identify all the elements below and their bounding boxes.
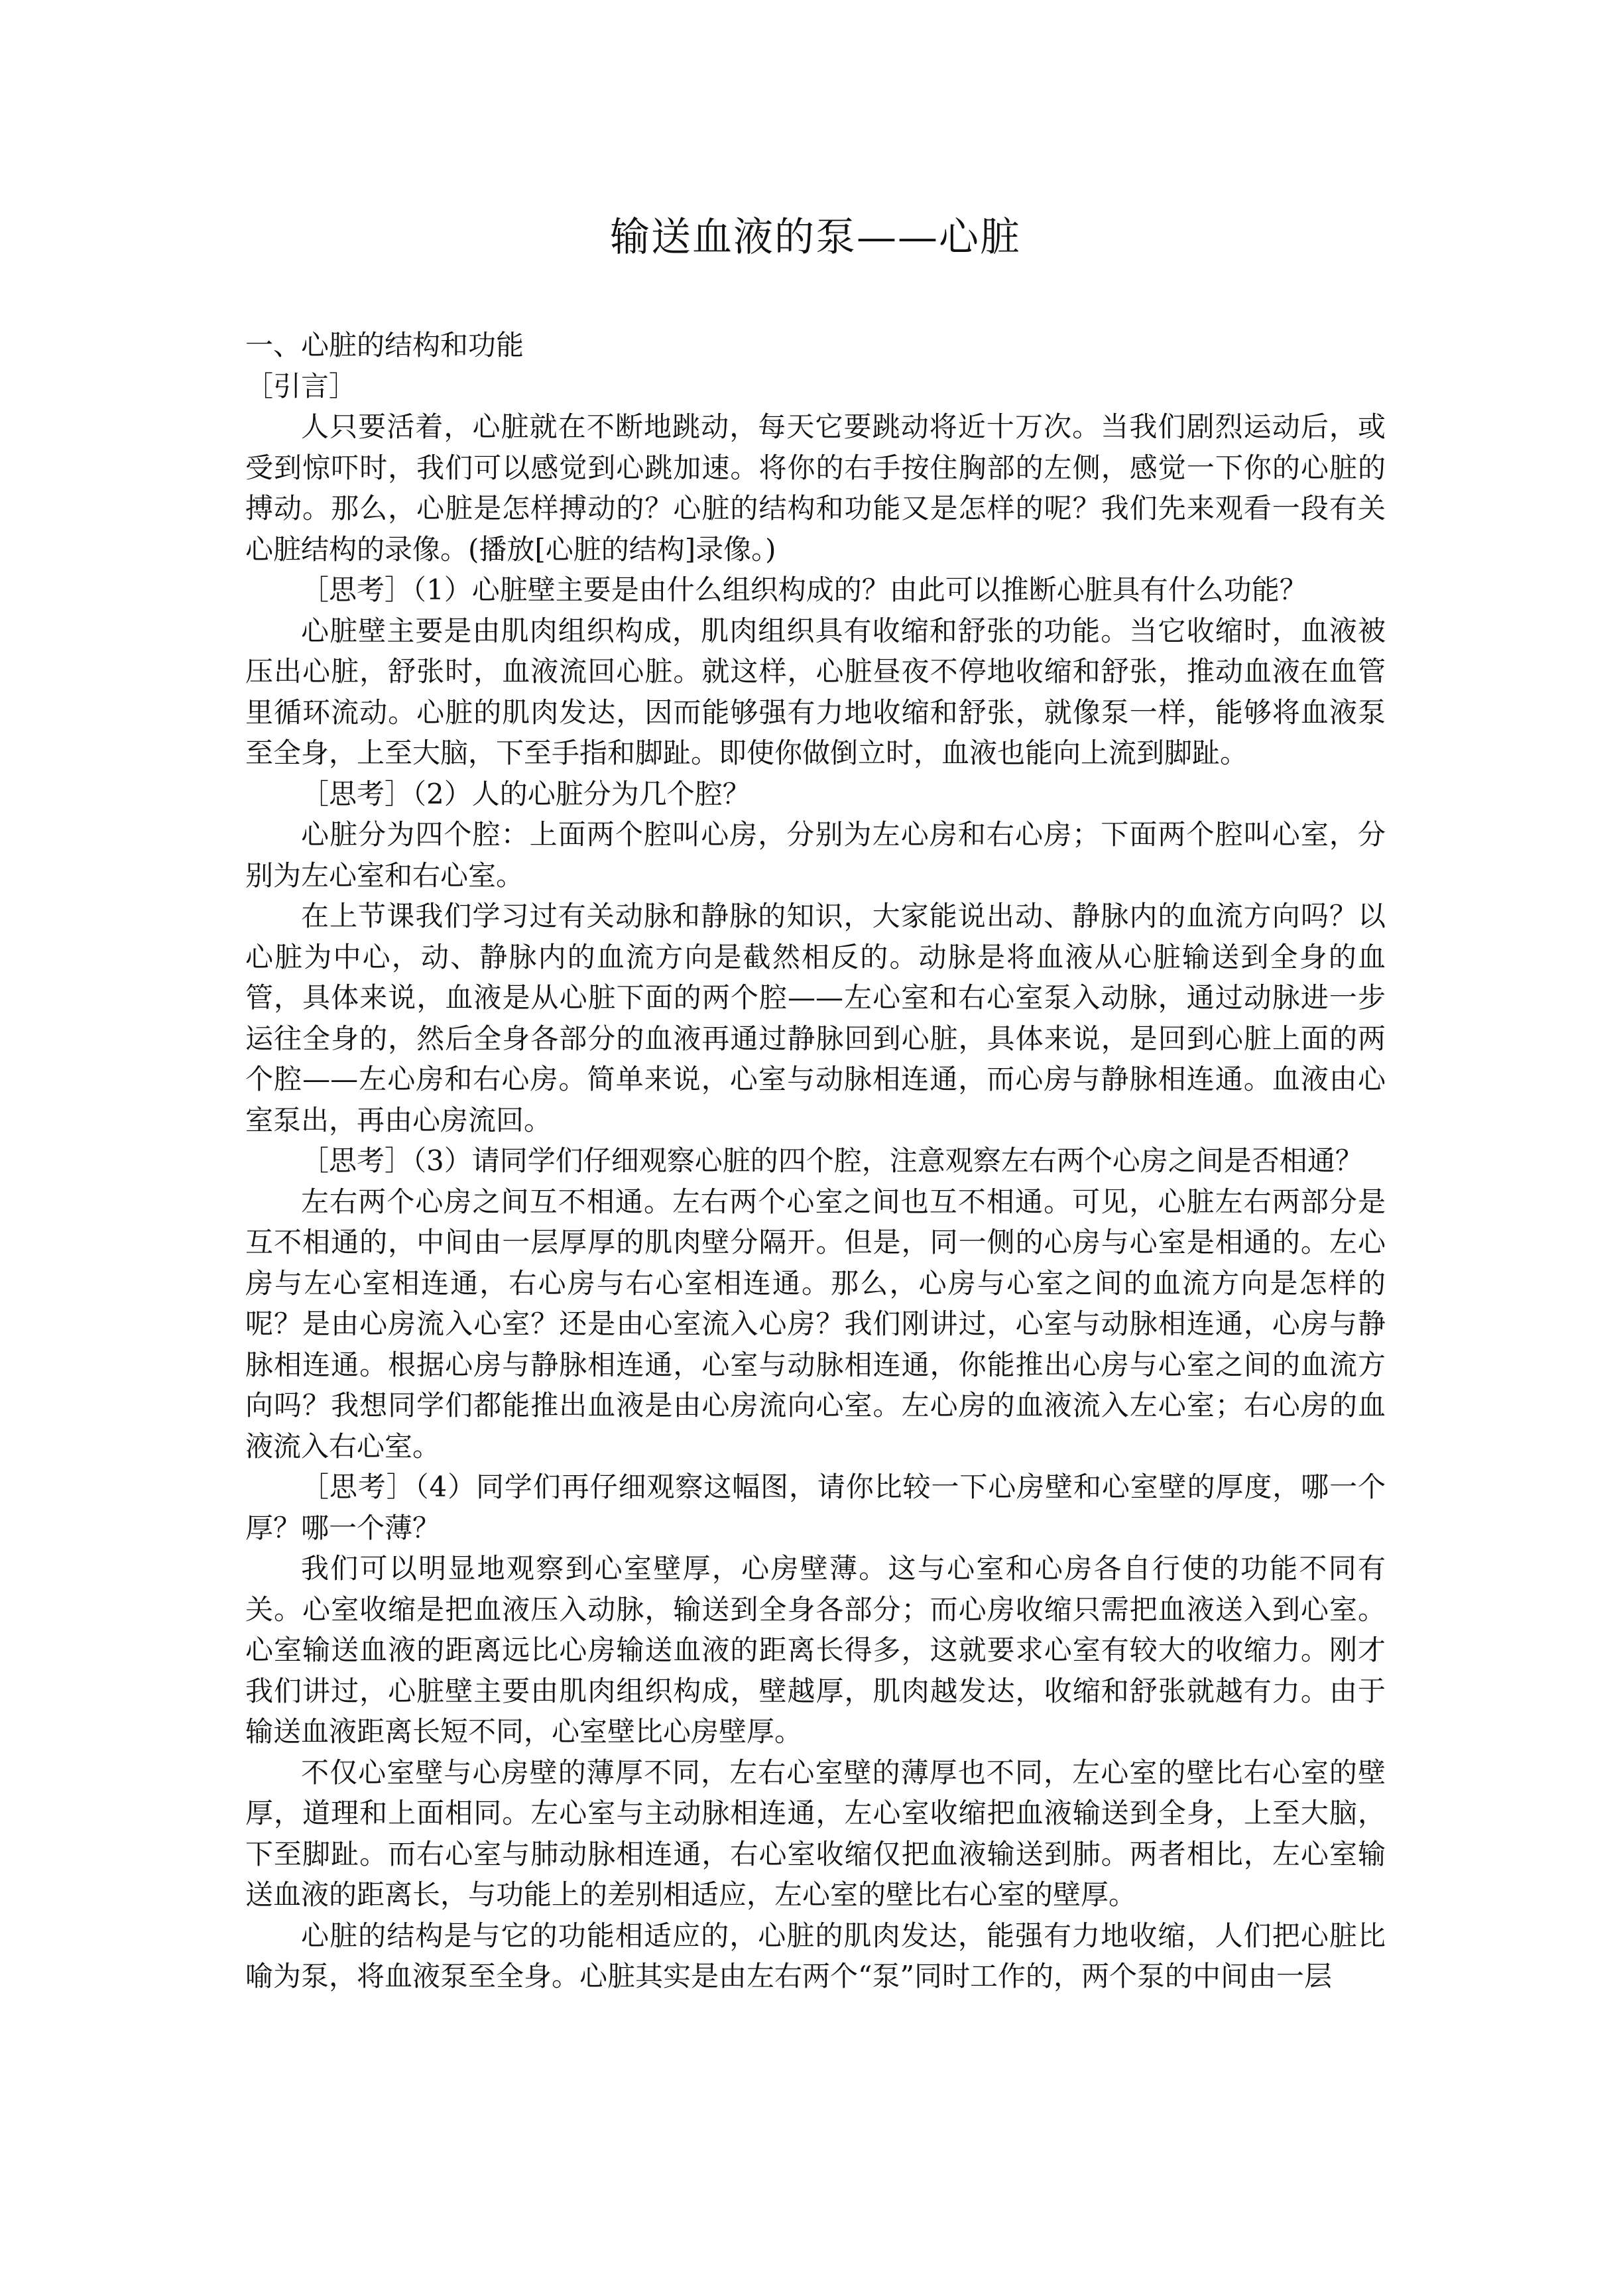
document-body <box>245 325 1386 1997</box>
paragraph-blood-flow: 在上节课我们学习过有关动脉和静脉的知识，大家能说出动、静脉内的血流方向吗？以心脏为中心，动、静脉内的血流方向是截然相反的。动脉是将血液从心脏输送到全身的血管，具体来说，血液是从心脏下面的两个腔——左心室和右心室泵入动脉，通过动脉进一步运往全身的，然后全身各部分的血液再通过静脉回到心脏，具体来说，是回到心脏上面的两个腔——左心房和右心房。简单来说，心室与动脉相连通，而心房与静脉相连通。血液由心室泵出，再由心房流回。 <box>245 900 1386 1136</box>
question-1: ［思考］（1）心脏壁主要是由什么组织构成的？由此可以推断心脏具有什么功能？ <box>301 574 1307 606</box>
paragraph-wall-thickness: 我们可以明显地观察到心室壁厚，心房壁薄。这与心室和心房各自行使的功能不同有关。心室收缩是把血液压入动脉，输送到全身各部分；而心房收缩只需把血液送入到心室。心室输送血液的距离远比心房输送血液的距离长得多，这就要求心室有较大的收缩力。刚才我们讲过，心脏壁主要由肌肉组织构成，壁越厚，肌肉越发达，收缩和舒张就越有力。由于输送血液距离长短不同，心室壁比心房壁厚。 <box>245 1552 1386 1748</box>
question-2: ［思考］（2）人的心脏分为几个腔？ <box>301 777 751 810</box>
intro-label: ［引言］ <box>245 369 357 402</box>
section-heading: 一、心脏的结构和功能 <box>245 329 524 361</box>
question-3: ［思考］（3）请同学们仔细观察心脏的四个腔，注意观察左右两个心房之间是否相通？ <box>301 1144 1363 1177</box>
paragraph-heart-wall: 心脏壁主要是由肌肉组织构成，肌肉组织具有收缩和舒张的功能。当它收缩时，血液被压出心脏，舒张时，血液流回心脏。就这样，心脏昼夜不停地收缩和舒张，推动血液在血管里循环流动。心脏的肌肉发达，因而能够强有力地收缩和舒张，就像泵一样，能够将血液泵至全身，上至大脑，下至手指和脚趾。即使你做倒立时，血液也能向上流到脚趾。 <box>245 614 1386 769</box>
paragraph-chamber-connection: 左右两个心房之间互不相通。左右两个心室之间也互不相通。可见，心脏左右两部分是互不相通的，中间由一层厚厚的肌肉壁分隔开。但是，同一侧的心房与心室是相通的。左心房与左心室相连通，右心房与右心室相连通。那么，心房与心室之间的血流方向是怎样的呢？是由心房流入心室？还是由心室流入心房？我们刚讲过，心室与动脉相连通，心房与静脉相连通。根据心房与静脉相连通，心室与动脉相连通，你能推出心房与心室之间的血流方向吗？我想同学们都能推出血液是由心房流向心室。左心房的血液流入左心室；右心房的血液流入右心室。 <box>245 1185 1386 1463</box>
paragraph-ventricle-comparison: 不仅心室壁与心房壁的薄厚不同，左右心室壁的薄厚也不同，左心室的壁比右心室的壁厚，道理和上面相同。左心室与主动脉相连通，左心室收缩把血液输送到全身，上至大脑，下至脚趾。而右心室与肺动脉相连通，右心室收缩仅把血液输送到肺。两者相比，左心室输送血液的距离长，与功能上的差别相适应，左心室的壁比右心室的壁厚。 <box>245 1756 1386 1911</box>
paragraph-four-chambers: 心脏分为四个腔：上面两个腔叫心房，分别为左心房和右心房；下面两个腔叫心室，分别为左心室和右心室。 <box>245 818 1386 892</box>
page-title: 输送血液的泵——心脏 <box>610 214 1021 261</box>
question-4: ［思考］（4）同学们再仔细观察这幅图，请你比较一下心房壁和心室壁的厚度，哪一个厚？哪一个薄？ <box>245 1471 1386 1544</box>
paragraph-pump-summary: 心脏的结构是与它的功能相适应的，心脏的肌肉发达，能强有力地收缩，人们把心脏比喻为泵，将血液泵至全身。心脏其实是由左右两个“泵”同时工作的，两个泵的中间由一层 <box>245 1919 1386 1992</box>
paragraph-intro: 人只要活着，心脏就在不断地跳动，每天它要跳动将近十万次。当我们剧烈运动后，或受到惊吓时，我们可以感觉到心跳加速。将你的右手按住胸部的左侧，感觉一下你的心脏的搏动。那么，心脏是怎样搏动的？心脏的结构和功能又是怎样的呢？我们先来观看一段有关心脏结构的录像。(播放[心脏的结构]录像。) <box>245 410 1386 566</box>
